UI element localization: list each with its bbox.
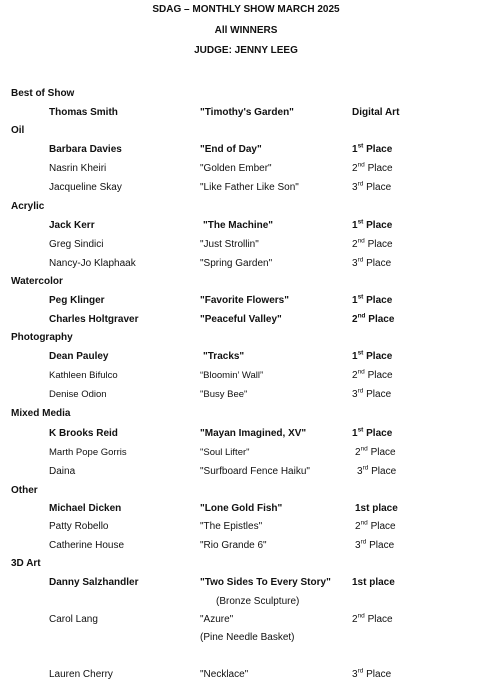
winner-row (0, 577, 492, 593)
section-heading-acrylic: Acrylic (11, 201, 45, 212)
place-label: 1st Place (352, 142, 393, 155)
artwork-title: "Busy Bee" (200, 389, 248, 400)
artist-name: Kathleen Bifulco (49, 370, 118, 381)
winner-row (0, 107, 492, 123)
artist-name: Catherine House (49, 540, 125, 551)
place-label: 2nd Place (352, 612, 393, 625)
winner-row (0, 239, 492, 255)
artist-name: Peg Klinger (49, 295, 105, 306)
winner-row (0, 447, 492, 463)
winner-row (0, 220, 492, 236)
winner-row (0, 163, 492, 179)
artwork-title: "Just Strollin" (200, 239, 259, 250)
section-heading-mixed-media: Mixed Media (11, 408, 71, 419)
winner-row (0, 258, 492, 274)
place-label: 3rd Place (352, 387, 392, 400)
place-label: 1st place (352, 577, 395, 588)
winner-row (0, 351, 492, 367)
place-label: 2nd Place (355, 519, 396, 532)
winner-row (0, 428, 492, 444)
artwork-title: "Spring Garden" (200, 258, 273, 269)
artist-name: Dean Pauley (49, 351, 109, 362)
artist-name: Charles Holtgraver (49, 314, 139, 325)
place-label: 1st Place (352, 426, 393, 439)
place-label: 2nd Place (355, 445, 396, 458)
artist-name: Thomas Smith (49, 107, 118, 118)
section-heading-other: Other (11, 485, 38, 496)
winner-row (0, 314, 492, 330)
artist-name: Danny Salzhandler (49, 577, 139, 588)
artist-name: Jacqueline Skay (49, 182, 122, 193)
section-heading-watercolor: Watercolor (11, 276, 63, 287)
artwork-title: "Like Father Like Son" (200, 182, 299, 193)
place-label: 3rd Place (352, 256, 392, 269)
artwork-title: "Two Sides To Every Story" (200, 577, 331, 588)
document-subtitle: All WINNERS (214, 25, 278, 36)
artist-name: Barbara Davies (49, 144, 122, 155)
artwork-title: "Peaceful Valley" (200, 314, 282, 325)
artist-name: Michael Dicken (49, 503, 122, 514)
artwork-title: “Bloomin’ Wall” (200, 370, 264, 381)
artist-name: Lauren Cherry (49, 669, 113, 680)
judge-line: JUDGE: JENNY LEEG (194, 45, 298, 56)
artist-name: Daina (49, 466, 76, 477)
artwork-title: "Surfboard Fence Haiku" (200, 466, 310, 477)
artist-name: Patty Robello (49, 521, 109, 532)
artwork-title: "Timothy's Garden" (200, 107, 294, 118)
winner-row (0, 466, 492, 482)
artist-name: Greg Sindici (49, 239, 104, 250)
section-heading-photography: Photography (11, 332, 73, 343)
artwork-title: "Soul Lifter" (200, 447, 250, 458)
award-category: Digital Art (352, 107, 400, 118)
winner-row (0, 370, 492, 386)
section-heading-best-of-show: Best of Show (11, 88, 75, 99)
section-heading-3d-art: 3D Art (11, 558, 41, 569)
document-title: SDAG – MONTHLY SHOW MARCH 2025 (152, 4, 340, 15)
winner-row (0, 540, 492, 556)
artist-name: Nancy-Jo Klaphaak (49, 258, 136, 269)
artist-name: K Brooks Reid (49, 428, 118, 439)
artist-name: Marth Pope Gorris (49, 447, 127, 458)
place-label: 2nd Place (352, 161, 393, 174)
artwork-title: "Golden Ember" (200, 163, 272, 174)
place-label: 1st Place (352, 349, 393, 362)
artwork-title: "Azure" (200, 614, 234, 625)
artwork-title: "Necklace" (200, 669, 249, 680)
winner-row (0, 614, 492, 630)
winner-row (0, 389, 492, 405)
place-label: 1st Place (352, 293, 393, 306)
artwork-title: "The Machine" (203, 220, 274, 231)
artist-name: Jack Kerr (49, 220, 95, 231)
winner-row (0, 144, 492, 160)
winner-row (0, 669, 492, 685)
place-label: 2nd Place (352, 237, 393, 250)
artist-name: Denise Odion (49, 389, 107, 400)
artist-name: Carol Lang (49, 614, 98, 625)
winner-row (0, 295, 492, 311)
artwork-title: "Lone Gold Fish" (200, 503, 283, 514)
winner-row (0, 182, 492, 198)
artwork-medium: (Pine Needle Basket) (200, 632, 295, 643)
artwork-title: "The Epistles" (200, 521, 263, 532)
section-heading-oil: Oil (11, 125, 25, 136)
artwork-title: "Rio Grande 6" (200, 540, 267, 551)
place-label: 3rd Place (355, 538, 395, 551)
artwork-title: "Favorite Flowers" (200, 295, 289, 306)
place-label: 3rd Place (352, 180, 392, 193)
artwork-title: "End of Day" (200, 144, 262, 155)
winner-row (0, 521, 492, 537)
place-label: 3rd Place (357, 464, 397, 477)
artwork-title: "Tracks" (203, 351, 245, 362)
place-label: 2nd Place (352, 368, 393, 381)
winner-row (0, 503, 492, 519)
artist-name: Nasrin Kheiri (49, 163, 107, 174)
artwork-title: "Mayan Imagined, XV" (200, 428, 307, 439)
place-label: 3rd Place (352, 667, 392, 680)
place-label: 1st place (355, 503, 398, 514)
place-label: 1st Place (352, 218, 393, 231)
artwork-medium: (Bronze Sculpture) (216, 596, 300, 607)
place-label: 2nd Place (352, 312, 395, 325)
